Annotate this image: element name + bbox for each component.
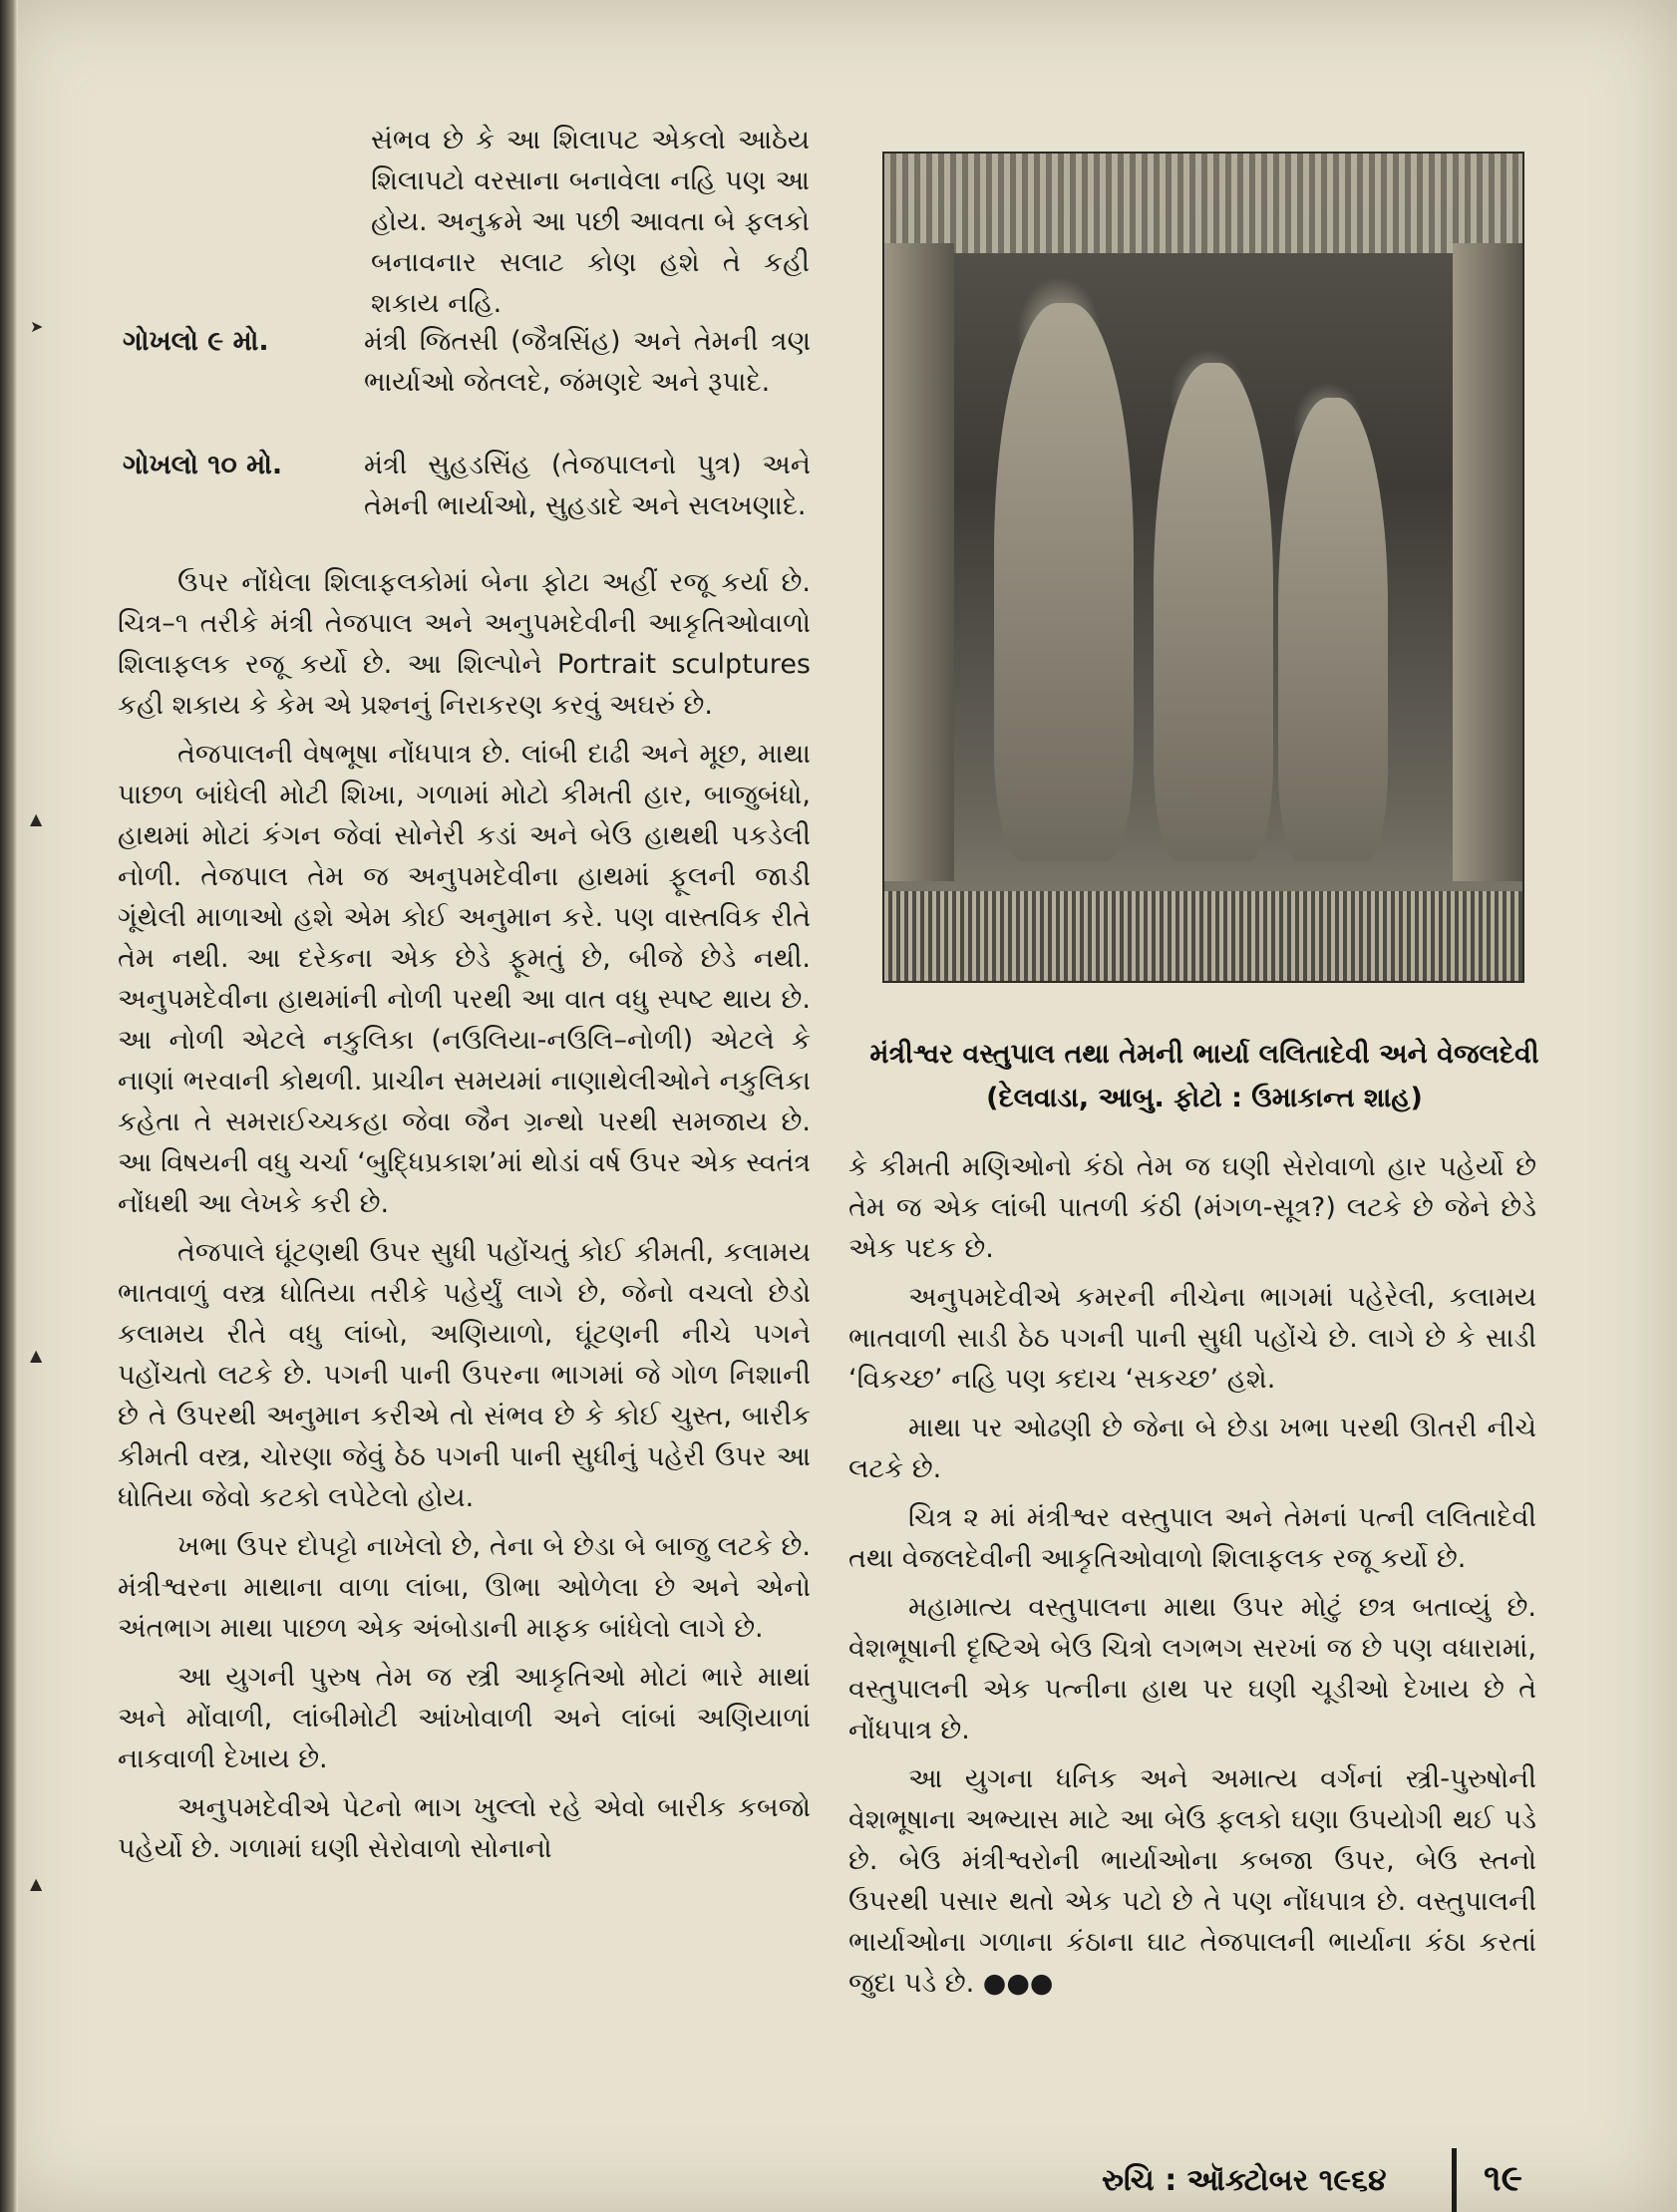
photo-base-frieze — [884, 891, 1522, 981]
figure-wife-two — [1278, 398, 1388, 861]
left-paragraph: તેજપાલની વેષભૂષા નોંધપાત્ર છે. લાંબી દાઢી અને મૂછ, માથા પાછળ બાંધેલી મોટી શિખા, ગળામાં મોટો કીમતી હાર, બાજુબંધો, હાથમાં મોટાં કંગન જેવાં સોનેરી કડાં અને બેઉ હાથથી પકડેલી નોળી. તેજપાલ તેમ જ અનુપમદેવીના હાથમાં ફૂલની જાડી ગૂંથેલી માળાઓ હશે એમ કોઈ અનુમાન કરે. પણ વાસ્તવિક રીતે તેમ નથી. આ દરેકના એક છેડે ફૂમતું છે, બીજે છેડે નથી. અનુપમદેવીના હાથમાંની નોળી પરથી આ વાત વધુ સ્પષ્ટ થાય છે. આ નોળી એટલે નકુલિકા (નઉલિયા-નઉલિ–નોળી) એટલે કે નાણાં ભરવાની કોથળી. પ્રાચીન સમયમાં નાણાથેલીઓને નકુલિકા કહેતા તે સમરાઈચ્ચકહા જેવા જૈન ગ્રન્થો પરથી સમજાય છે. આ વિષયની વધુ ચર્ચા ‘બુદ્ધિપ્રકાશ’માં થોડાં વર્ષ ઉપર એક સ્વતંત્ર નોંધથી આ લેખકે કરી છે. — [118, 739, 811, 1219]
right-paragraph: ચિત્ર ૨ માં મંત્રીશ્વર વસ્તુપાલ અને તેમનાં પત્ની લલિતાદેવી તથા વેજલદેવીની આકૃતિઓવાળો શિલાફલક રજૂ કર્યો છે. — [848, 1502, 1536, 1574]
niche-9-label: ગોખલો ૯ મો. — [123, 326, 269, 357]
caption-line-2: (દેલવાડા, આબુ. ફોટો : ઉમાકાન્ત શાહ) — [986, 1083, 1423, 1113]
left-paragraph: ઉપર નોંધેલા શિલાફલકોમાં બેના ફોટા અહીં રજૂ કર્યા છે. ચિત્ર–૧ તરીકે મંત્રી તેજપાલ અને અનુપમદેવીની આકૃતિઓવાળો શિલાફલક રજૂ કર્યો છે. આ શિલ્પોને Portrait sculptures કહી શકાય કે કેમ એ પ્રશ્નનું નિરાકરણ કરવું અઘરું છે. — [118, 567, 811, 721]
page-number: ૧૯ — [1484, 2158, 1522, 2199]
photo-canopy — [884, 154, 1522, 253]
footer-divider — [1452, 2148, 1457, 2212]
niche-10-label: ગોખલો ૧૦ મો. — [123, 450, 283, 480]
margin-mark: ▲ — [30, 1346, 43, 1365]
right-paragraph: માથા પર ઓઢણી છે જેના બે છેડા ખભા પરથી ઊતરી નીચે લટકે છે. — [848, 1413, 1536, 1484]
right-column — [848, 1146, 1536, 2012]
left-column — [118, 562, 811, 1877]
left-paragraph: તેજપાલે ઘૂંટણથી ઉપર સુધી પહોંચતું કોઈ કીમતી, કલામય ભાતવાળું વસ્ત્ર ધોતિયા તરીકે પહેર્યું લાગે છે, જેનો વચલો છેડો કલામય રીતે વધુ લાંબો, અણિયાળો, ઘૂંટણની નીચે પગને પહોંચતો લટકે છે. પગની પાની ઉપરના ભાગમાં જે ગોળ નિશાની છે તે ઉપરથી અનુમાન કરીએ તો સંભવ છે કે કોઈ ચુસ્ત, બારીક કીમતી વસ્ત્ર, ચોરણા જેવું ઠેઠ પગની પાની સુધીનું પહેરી ઉપર આ ધોતિયા જેવો કટકો લપેટેલો હોય. — [118, 1237, 811, 1513]
left-paragraph: ખભા ઉપર દોપટ્ટો નાખેલો છે, તેના બે છેડા બે બાજુ લટકે છે. મંત્રીશ્વરના માથાના વાળા લાંબા, ઊભા ઓળેલા છે અને એનો અંતભાગ માથા પાછળ એક અંબોડાની માફક બાંધેલો લાગે છે. — [118, 1531, 811, 1644]
left-paragraph: અનુપમદેવીએ પેટનો ભાગ ખુલ્લો રહે એવો બારીક કબજો પહેર્યો છે. ગળામાં ઘણી સેરોવાળો સોનાનો — [118, 1792, 811, 1864]
right-paragraph: અનુપમદેવીએ કમરની નીચેના ભાગમાં પહેરેલી, કલામય ભાતવાળી સાડી ઠેઠ પગની પાની સુધી પહોંચે છે. લાગે છે કે સાડી ‘વિકચ્છ’ નહિ પણ કદાચ ‘સકચ્છ’ હશે. — [848, 1282, 1536, 1395]
right-paragraph: કે કીમતી મણિઓનો કંઠો તેમ જ ઘણી સેરોવાળો હાર પહેર્યો છે તેમ જ એક લાંબી પાતળી કંઠી (મંગળ-સૂત્ર?) લટકે છે જેને છેડે એક પદક છે. — [848, 1151, 1536, 1264]
margin-mark: ▲ — [30, 1874, 43, 1893]
photo-pillar-right — [1453, 243, 1522, 881]
caption-line-1: મંત્રીશ્વર વસ્તુપાલ તથા તેમની ભાર્યા લલિતાદેવી અને વેજલદેવી — [869, 1039, 1539, 1070]
right-paragraph: મહામાત્ય વસ્તુપાલના માથા ઉપર મોટું છત્ર બતાવ્યું છે. વેશભૂષાની દૃષ્ટિએ બેઉ ચિત્રો લગભગ સરખાં જ છે પણ વધારામાં, વસ્તુપાલની એક પત્નીના હાથ પર ઘણી ચૂડીઓ દેખાય છે તે નોંધપાત્ર છે. — [848, 1592, 1536, 1745]
figure-minister — [994, 303, 1134, 861]
figure-wife-one — [1154, 363, 1273, 861]
photo-caption — [855, 1033, 1553, 1120]
left-paragraph: આ યુગની પુરુષ તેમ જ સ્ત્રી આકૃતિઓ મોટાં ભારે માથાં અને મોંવાળી, લાંબીમોટી આંખોવાળી અને લાંબાં અણિયાળાં નાકવાળી દેખાય છે. — [118, 1662, 811, 1774]
margin-mark: ▲ — [30, 809, 43, 828]
niche-10-text: મંત્રી સુહડસિંહ (તેજપાલનો પુત્ર) અને તેમની ભાર્યાઓ, સુહડાદે અને સલખણાદે. — [364, 450, 811, 521]
photo-pillar-left — [884, 243, 954, 881]
footer-magazine: રુચિ : ઑક્ટોબર ૧૯૬૪ — [1102, 2163, 1387, 2198]
niche-10-entry — [123, 445, 821, 568]
niche-9-text: મંત્રી જિતસી (જૈત્રસિંહ) અને તેમની ત્રણ ભાર્યાઓ જેતલદે, જંમણદે અને રૂપાદે. — [364, 326, 811, 398]
niche-9-entry — [123, 321, 821, 445]
page-binding-edge — [0, 0, 18, 2212]
margin-mark: ➤ — [30, 317, 44, 336]
sculpture-photo — [882, 152, 1524, 983]
right-paragraph: આ યુગના ધનિક અને અમાત્ય વર્ગનાં સ્ત્રી-પુરુષોની વેશભૂષાના અભ્યાસ માટે આ બેઉ ફલકો ઘણા ઉપયોગી થઈ પડે છે. બેઉ મંત્રીશ્વરોની ભાર્યાઓના કબજા ઉપર, બેઉ સ્તનો ઉપરથી પસાર થતો એક પટો છે તે પણ નોંધપાત્ર છે. વસ્તુપાલની ભાર્યાઓના ગળાના કંઠાના ઘાટ તેજપાલની ભાર્યાના કંઠા કરતાં જુદા પડે છે. ●●● — [848, 1763, 1536, 1999]
intro-paragraph: સંભવ છે કે આ શિલાપટ એકલો આઠેય શિલાપટો વરસાના બનાવેલા નહિ પણ આ હોય. અનુક્રમે આ પછી આવતા બે ફલકો બનાવનાર સલાટ કોણ હશે તે કહી શકાય નહિ. — [371, 125, 810, 319]
